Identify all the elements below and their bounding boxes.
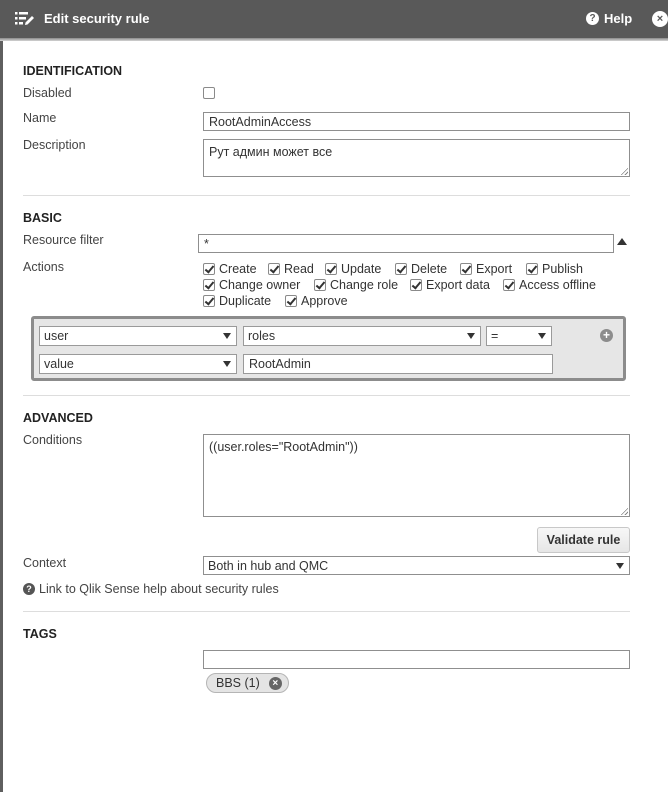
checkbox-checked-icon [285, 295, 297, 307]
action-label: Update [341, 262, 382, 276]
resource-filter-input[interactable]: * [198, 234, 614, 253]
help-button[interactable] [586, 11, 632, 26]
checkbox-checked-icon [325, 263, 337, 275]
description-label: Description [23, 138, 86, 152]
chevron-down-icon [223, 361, 231, 367]
action-label: Publish [542, 262, 583, 276]
action-label: Read [284, 262, 314, 276]
attribute-select[interactable] [243, 326, 481, 346]
checkbox-checked-icon [203, 279, 215, 291]
checkbox-checked-icon [460, 263, 472, 275]
tag-chip [206, 673, 289, 693]
checkbox-checked-icon [395, 263, 407, 275]
subject-select[interactable] [39, 326, 237, 346]
conditions-label: Conditions [23, 433, 83, 447]
rule-value-input[interactable]: RootAdmin [243, 354, 553, 374]
checkbox-checked-icon [410, 279, 422, 291]
action-create-checkbox[interactable] [203, 262, 257, 276]
action-label: Export data [426, 278, 490, 292]
action-update-checkbox[interactable] [325, 262, 381, 276]
resize-grip-icon[interactable] [620, 507, 628, 515]
chevron-down-icon [538, 333, 546, 339]
list-edit-icon [15, 11, 35, 27]
action-label: Export [476, 262, 513, 276]
section-divider [23, 195, 630, 196]
action-approve-checkbox[interactable] [285, 294, 348, 308]
left-border [0, 41, 3, 792]
add-condition-plus-icon[interactable]: + [600, 329, 613, 342]
tags-input[interactable] [203, 650, 630, 669]
name-input[interactable]: RootAdminAccess [203, 112, 630, 131]
action-label: Duplicate [219, 294, 272, 308]
action-label: Change role [330, 278, 399, 292]
advanced-heading: ADVANCED [23, 411, 93, 425]
action-export-data-checkbox[interactable] [410, 278, 490, 292]
remove-tag-icon[interactable]: × [269, 677, 282, 690]
identification-heading: IDENTIFICATION [23, 64, 123, 78]
action-delete-checkbox[interactable] [395, 262, 447, 276]
checkbox-checked-icon [268, 263, 280, 275]
operator-select[interactable] [486, 326, 552, 346]
tags-heading: TAGS [23, 627, 57, 641]
action-label: Approve [301, 294, 348, 308]
action-label: Create [219, 262, 257, 276]
context-label: Context [23, 556, 67, 570]
description-input[interactable] [203, 139, 630, 177]
value-type-select[interactable] [39, 354, 237, 374]
chevron-down-icon [616, 563, 624, 569]
dialog-titlebar [0, 0, 668, 38]
actions-label: Actions [23, 260, 64, 274]
operator-select-value: = [491, 329, 499, 343]
action-publish-checkbox[interactable] [526, 262, 583, 276]
checkbox-checked-icon [203, 295, 215, 307]
action-change-owner-checkbox[interactable] [203, 278, 300, 292]
checkbox-checked-icon [526, 263, 538, 275]
checkbox-checked-icon [314, 279, 326, 291]
help-label: Help [604, 11, 633, 26]
action-access-offline-checkbox[interactable] [503, 278, 596, 292]
name-label: Name [23, 111, 57, 125]
attribute-select-value: roles [248, 329, 276, 343]
description-text: Рут админ может все [209, 145, 333, 159]
disabled-label: Disabled [23, 86, 72, 100]
tag-label: BBS (1) [216, 676, 260, 690]
action-label: Access offline [519, 278, 596, 292]
resize-grip-icon[interactable] [620, 167, 628, 175]
context-select[interactable] [203, 556, 630, 575]
collapse-triangle-icon[interactable] [617, 238, 627, 245]
subject-select-value: user [44, 329, 69, 343]
action-duplicate-checkbox[interactable] [203, 294, 271, 308]
close-icon[interactable]: × [652, 11, 668, 27]
action-label: Change owner [219, 278, 301, 292]
qlik-help-link-text: Link to Qlik Sense help about security rules [39, 582, 279, 596]
action-label: Delete [411, 262, 448, 276]
validate-rule-button[interactable]: Validate rule [537, 527, 630, 553]
titlebar-shadow [0, 38, 668, 41]
checkbox-checked-icon [203, 263, 215, 275]
action-export-checkbox[interactable] [460, 262, 512, 276]
qlik-help-link[interactable] [23, 582, 279, 596]
action-change-role-checkbox[interactable] [314, 278, 398, 292]
rule-editor-panel [31, 316, 626, 381]
conditions-input[interactable] [203, 434, 630, 517]
chevron-down-icon [223, 333, 231, 339]
section-divider [23, 395, 630, 396]
conditions-text: ((user.roles="RootAdmin")) [209, 440, 358, 454]
resource-filter-label: Resource filter [23, 233, 104, 247]
chevron-down-icon [467, 333, 475, 339]
checkbox-checked-icon [503, 279, 515, 291]
value-type-select-value: value [44, 357, 74, 371]
question-circle-icon: ? [23, 583, 35, 595]
basic-heading: BASIC [23, 211, 62, 225]
dialog-title: Edit security rule [44, 11, 150, 26]
question-circle-icon: ? [586, 12, 599, 25]
action-read-checkbox[interactable] [268, 262, 314, 276]
section-divider [23, 611, 630, 612]
context-select-value: Both in hub and QMC [208, 559, 329, 573]
disabled-checkbox[interactable] [203, 87, 215, 99]
